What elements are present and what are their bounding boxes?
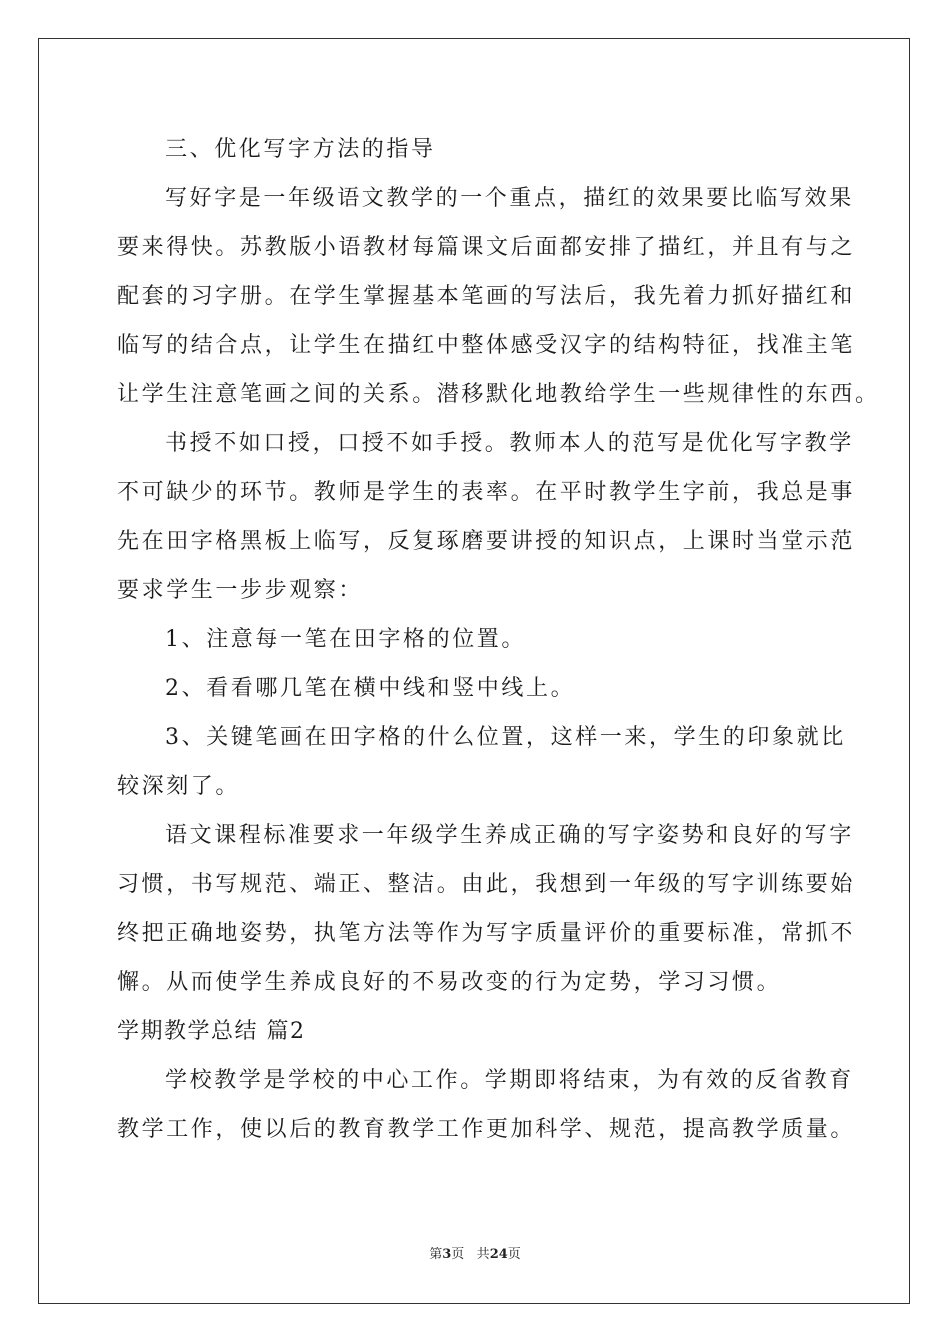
paragraph-line: 先在田字格黑板上临写，反复琢磨要讲授的知识点，上课时当堂示范 (117, 529, 856, 554)
list-item: 3、关键笔画在田字格的什么位置，这样一来，学生的印象就比 (165, 725, 846, 750)
paragraph-line: 临写的结合点，让学生在描红中整体感受汉字的结构特征，找准主笔 (117, 333, 856, 358)
footer-total-unit: 页 (507, 1247, 521, 1262)
paragraph-line: 语文课程标准要求一年级学生养成正确的写字姿势和良好的写字 (165, 823, 854, 848)
paragraph-line: 书授不如口授，口授不如手授。教师本人的范写是优化写字教学 (165, 431, 854, 456)
footer-total-prefix: 共 (476, 1247, 490, 1262)
paragraph-line: 要求学生一步步观察： (117, 578, 364, 603)
page-footer (0, 1246, 950, 1264)
paragraph-line: 学校教学是学校的中心工作。学期即将结束，为有效的反省教育 (165, 1068, 854, 1093)
paragraph-line: 终把正确地姿势，执笔方法等作为写字质量评价的重要标准，常抓不 (117, 921, 856, 946)
paragraph-line: 懈。从而使学生养成良好的不易改变的行为定势，学习习惯。 (117, 970, 782, 995)
footer-page-unit: 页 (451, 1247, 465, 1262)
footer-prefix: 第 (429, 1247, 443, 1262)
current-page-number: 3 (442, 1247, 452, 1262)
article-heading: 学期教学总结 篇2 (117, 1019, 306, 1044)
total-pages-number: 24 (489, 1247, 508, 1262)
paragraph-line: 习惯，书写规范、端正、整洁。由此，我想到一年级的写字训练要始 (117, 872, 856, 897)
paragraph-line: 较深刻了。 (117, 774, 241, 799)
paragraph-line: 让学生注意笔画之间的关系。潜移默化地教给学生一些规律性的东西。 (117, 382, 880, 407)
paragraph-line: 写好字是一年级语文教学的一个重点，描红的效果要比临写效果 (165, 186, 854, 211)
paragraph-line: 配套的习字册。在学生掌握基本笔画的写法后，我先着力抓好描红和 (117, 284, 856, 309)
paragraph-line: 教学工作，使以后的教育教学工作更加科学、规范，提高教学质量。 (117, 1117, 856, 1142)
paragraph-line: 要来得快。苏教版小语教材每篇课文后面都安排了描红，并且有与之 (117, 235, 856, 260)
section-heading: 三、优化写字方法的指导 (165, 137, 436, 162)
list-item: 2、看看哪几笔在横中线和竖中线上。 (165, 676, 576, 701)
paragraph-line: 不可缺少的环节。教师是学生的表率。在平时教学生字前，我总是事 (117, 480, 856, 505)
list-item: 1、注意每一笔在田字格的位置。 (165, 627, 526, 652)
